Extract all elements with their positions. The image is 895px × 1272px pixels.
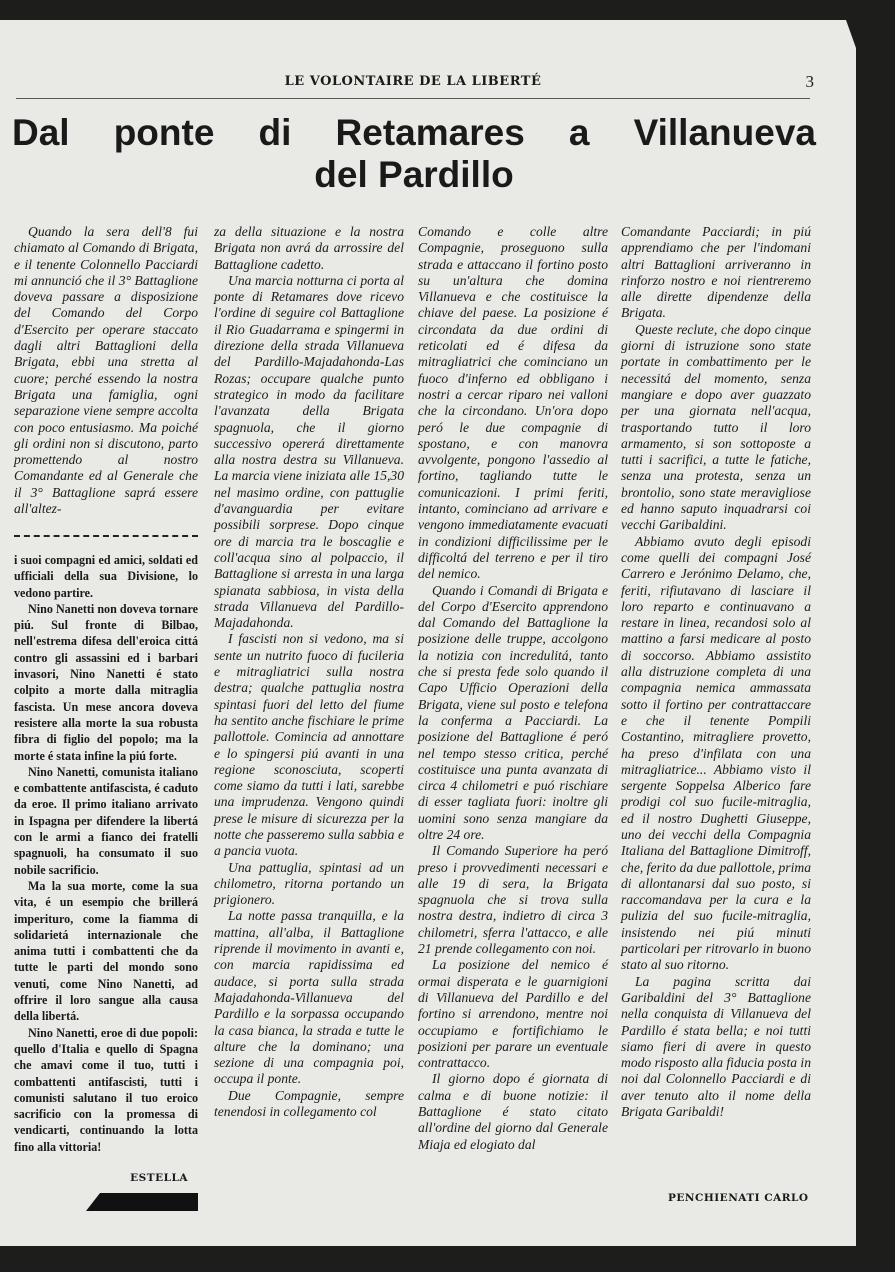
headline-word: Retamares bbox=[335, 112, 525, 153]
article-paragraph: Una pattuglia, spintasi ad un chilometro, ritorna portando un prigionero. bbox=[214, 859, 404, 908]
article-paragraph: La posizione del nemico é ormai disperata e le guarnigioni di Villanueva del Pardillo e del fortino si arrendono, mentre noi occupiamo e fortifichiamo le posizioni per parare un eventuale contrattacco. bbox=[418, 957, 608, 1071]
article-paragraph: Comandante Pacciardi; in piú apprendiamo che per l'indomani altri Battaglioni arriveranno in rinforzo nostro e noi rientreremo alle dirette dipendenze della Brigata. bbox=[621, 224, 811, 321]
tribute-paragraph: Nino Nanetti, eroe di due popoli: quello d'Italia e quello di Spagna che amavi come il tuo, tutti i combattenti antifascisti, tutti i comunisti salutano il tuo eroico sacrificio con la promessa di vendicarti, continuando la lotta fino alla vittoria! bbox=[14, 1025, 198, 1154]
article-column-2 bbox=[214, 224, 404, 1120]
newspaper-page bbox=[0, 20, 856, 1246]
article-paragraph: Comando e colle altre Compagnie, proseguono sulla strada e attaccano il fortino posto su un'altura che domina Villanueva e che costituisce la chiave del paese. La posizione é circondata da due ordini di reticolati ed é difesa da mitragliatrici che cominciano un fuoco d'inferno ed obbligano i nostri a cercar riparo nei valloni che la circondano. Un'ora dopo peró le due compagnie di spostano, e con manovra avvolgente, pongono l'assedio al fortino, tagliando tutte le comunicazioni. I primi feriti, intanto, cominciano ad arrivare e vengono immediatamente evacuati in condizioni difficilissime per le difficoltá del terreno e per il tiro del nemico. bbox=[418, 224, 608, 582]
headline-word: di bbox=[258, 112, 292, 153]
article-headline bbox=[12, 112, 816, 196]
article-paragraph: Abbiamo avuto degli episodi come quelli dei compagni José Carrero e Jerónimo Delamo, che, feriti, rifiutavano di lasciare il loro reparto e continuavano a restare in linea, recandosi solo al mattino a farsi medicare al posto di soccorso. Abbiamo assistito alla distruzione completa di una compagnia nemica ammassata sotto il fortino per contrattaccare e che il tenente Pompili Costantino, mitragliere provetto, ha preso d'infilata con una mitragliatrice... Abbiamo visto il sergente Soppelsa Alberico fare prodigi col suo fucile-mitraglia, ed il nostro Dughetti Giuseppe, uno dei vecchi della Compagnia Italiana del Battaglione Dimitroff, che, ferito da due pallottole, prima di allontanarsi dal suo posto, si raccomandava per la cura e la pulizia del suo fucile-mitraglia, insistendo nei piú minuti particolari per ritrovarlo in buono stato al suo ritorno. bbox=[621, 533, 811, 973]
article-signature: PENCHIENATI CARLO bbox=[668, 1192, 809, 1204]
article-column-3 bbox=[418, 224, 608, 1153]
article-column-1 bbox=[14, 224, 198, 517]
article-paragraph: za della situazione e la nostra Brigata non avrá da arrossire del Battaglione cadetto. bbox=[214, 224, 404, 272]
tribute-paragraph: Nino Nanetti non doveva tornare piú. Sul fronte di Bilbao, nell'estrema difesa dell'eroica cittá contro gli assassini ed i barbari invasori, Nino Nanetti é stato colpito a morte dalla mitraglia fascista. Un mese ancora doveva resistere alla morte la sua robusta fibra di figlio del popolo; ma la morte é stata infine la piú forte. bbox=[14, 601, 198, 763]
headline-word: Villanueva bbox=[633, 112, 816, 153]
article-paragraph: Quando i Comandi di Brigata e del Corpo d'Esercito apprendono dal Comando del Battaglione la posizione delle truppe, accolgono la notizia con incredulitá, tanto che si presta fede solo quando il Capo Ufficio Operazioni della Brigata, viene sul posto e telefona la conferma a Pacciardi. La posizione del Battaglione é peró nel tempo stesso critica, perché costituisce una punta avanzata di circa 4 chilometri e puó rischiare di esser tagliata fuori: inoltre gli uomini sono senza mangiare da oltre 24 ore. bbox=[418, 582, 608, 842]
page-number: 3 bbox=[805, 72, 814, 91]
tribute-paragraph: i suoi compagni ed amici, soldati ed ufficiali della sua Divisione, lo vedono partire. bbox=[14, 553, 198, 600]
article-column-4 bbox=[621, 224, 811, 1120]
article-paragraph: Il giorno dopo é giornata di calma e di buone notizie: il Battaglione é stato citato all'ordine del giorno dal Generale Miaja ed elogiato dal bbox=[418, 1071, 608, 1152]
tribute-paragraph: Ma la sua morte, come la sua vita, é un esempio che brillerá imperituro, come la fiamma di solidarietá internazionale che anima tutti i combattenti che da tutte le parti del mondo sono venuti, come Nino Nanetti, ad offrire il loro sangue alla causa della libertá. bbox=[14, 878, 198, 1024]
article-paragraph: Una marcia notturna ci porta al ponte di Retamares dove ricevo l'ordine di seguire col Battaglione il Rio Guadarrama e spingermi in direzione della strada Villanueva del Pardillo-Majadahonda-Las Rozas; occupare qualche punto strategico in modo da facilitare l'avanzata della Brigata spagnuola, che il giorno successivo opererá direttamente alla nostra destra su Villanueva. La marcia viene iniziata alle 15,30 nel masimo ordine, con pattuglie d'avanguardia per evitare possibili sorprese. Dopo cinque ore di marcia tra le boscaglie e coll'acqua sino al polpaccio, il Battaglione si arresta in una larga spianata sabbiosa, in vista della strada Villanueva del Pardillo-Majadahonda. bbox=[214, 272, 404, 631]
headline-word: a bbox=[568, 112, 590, 153]
page-header bbox=[16, 72, 814, 99]
headline-line-1 bbox=[12, 112, 816, 154]
newspaper-title: LE VOLONTAIRE DE LA LIBERTÉ bbox=[284, 74, 542, 89]
article-paragraph: Quando la sera dell'8 fui chiamato al Comando di Brigata, e il tenente Colonnello Pacciardi mi annunció che il 3° Battaglione doveva passare a disposizione del Comando del Corpo d'Esercito per operare staccato dagli altri Battaglioni della Brigata, ebbi una stretta al cuore; perché essendo la nostra Brigata una famiglia, ogni separazione viene sempre accolta con poco entusiasmo. Ma poiché gli ordini non si discutono, parto promettendo al nostro Comandante ed al Generale che il 3° Battaglione saprá essere all'altez- bbox=[14, 224, 198, 517]
article-paragraph: Il Comando Superiore ha peró preso i provvedimenti necessari e alle 19 di sera, la Brigata spagnuola che si trova sulla nostra destra, indietro di circa 3 chilometri, sferra l'attacco, e alle 21 prende collegamento con noi. bbox=[418, 843, 608, 957]
tribute-paragraph: Nino Nanetti, comunista italiano e combattente antifascista, é caduto da eroe. Il primo italiano arrivato in Ispagna per difendere la libertá con le armi a fianco dei fratelli spagnuoli, ha consumato il suo nobile sacrificio. bbox=[14, 764, 198, 877]
headline-word: ponte bbox=[113, 112, 215, 153]
article-paragraph: Queste reclute, che dopo cinque giorni di istruzione sono state portate in combattimento per le necessitá del momento, senza mangiare e dopo aver guazzato per una giornata nell'acqua, trasportando tutto il loro armamento, si son sottoposte a tutti i sacrifici, a tutte le fatiche, senza una protesta, senza un brontolio, sono state meravigliose ed hanno saputo inquadrarsi coi vecchi Garibaldini. bbox=[621, 321, 811, 533]
tribute-signature: ESTELLA bbox=[130, 1172, 188, 1184]
dashed-divider bbox=[14, 535, 198, 537]
decorative-wedge bbox=[86, 1193, 198, 1211]
headline-word: Dal bbox=[12, 112, 70, 153]
article-paragraph: La pagina scritta dai Garibaldini del 3° Battaglione nella conquista di Villanueva del Pardillo é stata bella; e noi tutti siamo fieri di avere in questo modo risposto alla fiducia posta in noi dal Colonnello Pacciardi e di aver tenuto alto il nome della Brigata Garibaldi! bbox=[621, 973, 811, 1120]
article-paragraph: I fascisti non si vedono, ma si sente un nutrito fuoco di fucileria e mitragliatrici sulla nostra destra; qualche pattuglia nostra spintasi fuori del letto del fiume ha sentito anche fischiare le prime pallottole. Comincia ad annottare e lo spingersi piú avanti in una regione sconosciuta, scoperti come siamo da tutti i lati, sarebbe una imprudenza. Vengono quindi prese le misure di sicurezza per la notte che passeremo sulla sabbia e a pancia vuota. bbox=[214, 631, 404, 859]
article-paragraph: Due Compagnie, sempre tenendosi in collegamento col bbox=[214, 1087, 404, 1120]
tribute-column bbox=[14, 552, 198, 1155]
article-paragraph: La notte passa tranquilla, e la mattina, all'alba, il Battaglione riprende il movimento in avanti e, con marcia rapidissima ed audace, si porta sulla strada Majadahonda-Villanueva del Pardillo e la sorpassa occupando la casa bianca, la strada e tutte le alture che la dominano; una sezione di una compagnia poi, occupa il ponte. bbox=[214, 908, 404, 1087]
headline-line-2: del Pardillo bbox=[314, 154, 514, 195]
